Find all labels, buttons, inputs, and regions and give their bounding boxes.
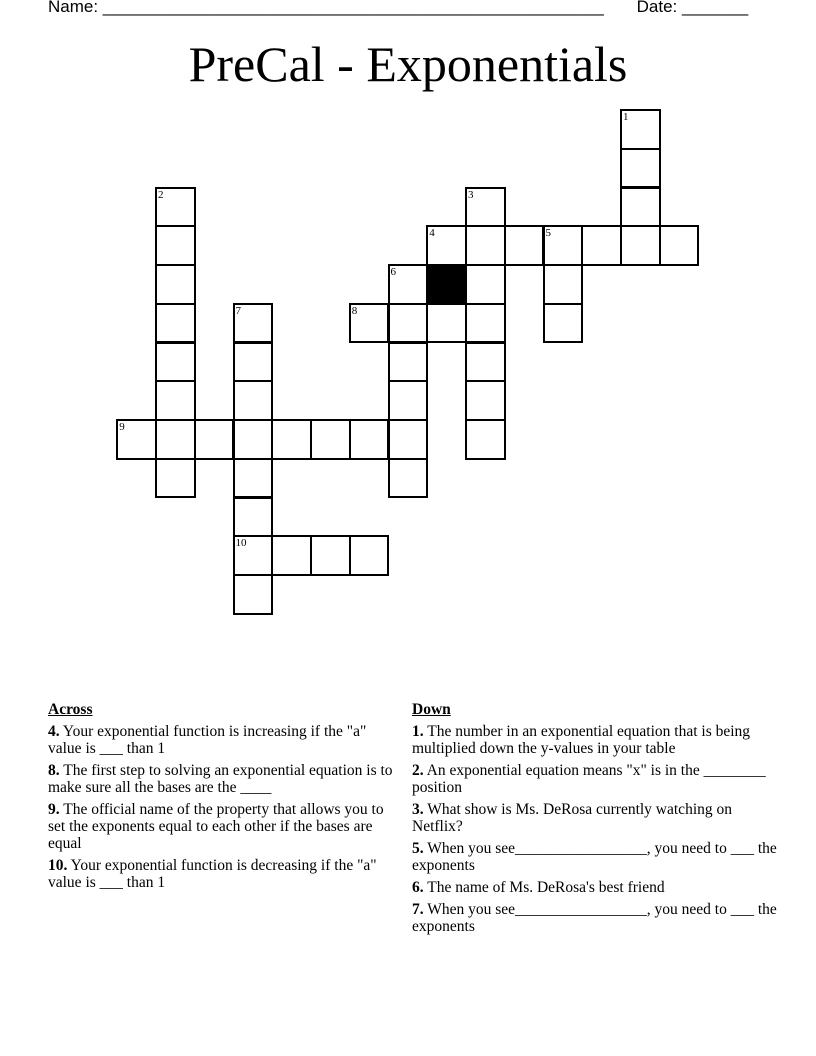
grid-cell[interactable]: [233, 535, 274, 576]
grid-cell[interactable]: [155, 458, 196, 499]
clue-number: 3.: [412, 801, 424, 818]
date-field[interactable]: Date: _______: [636, 0, 749, 16]
grid-cell[interactable]: [465, 303, 506, 344]
across-clue-8: [48, 762, 403, 796]
clue-text: The first step to solving an exponential equation is to make sure all the bases are the ____: [48, 762, 393, 796]
clue-number: 8.: [48, 762, 60, 779]
down-clue-2: [412, 762, 782, 796]
grid-cell[interactable]: [388, 419, 429, 460]
down-clue-5: [412, 840, 782, 874]
clue-number: 6.: [412, 879, 424, 896]
clue-number: 10.: [48, 857, 68, 874]
grid-cell[interactable]: [155, 303, 196, 344]
grid-cell[interactable]: [465, 380, 506, 421]
grid-cell[interactable]: [349, 303, 390, 344]
across-clue-10: [48, 857, 403, 891]
name-field[interactable]: Name: _____________________________________________________: [48, 0, 604, 16]
down-clue-7: [412, 901, 782, 935]
clue-number-label: 6: [390, 266, 396, 278]
grid-cell[interactable]: [233, 574, 274, 615]
clue-number: 7.: [412, 901, 424, 918]
clue-text: Your exponential function is decreasing if the "a" value is ___ than 1: [48, 857, 377, 891]
clue-number-label: 7: [235, 304, 241, 317]
down-clue-6: [412, 879, 782, 896]
grid-cell[interactable]: [465, 342, 506, 383]
clue-text: Your exponential function is increasing if the "a" value is ___ than 1: [48, 723, 367, 757]
grid-cell[interactable]: [388, 342, 429, 383]
clue-text: The name of Ms. DeRosa's best friend: [423, 879, 665, 896]
grid-cell[interactable]: [388, 303, 429, 344]
grid-cell[interactable]: [116, 419, 157, 460]
grid-cell[interactable]: [155, 225, 196, 266]
grid-cell[interactable]: [388, 458, 429, 499]
clue-text: When you see_________________, you need to ___ the exponents: [412, 840, 777, 874]
grid-cell[interactable]: [620, 148, 661, 189]
grid-cell[interactable]: [620, 187, 661, 228]
grid-cell[interactable]: [465, 187, 506, 228]
grid-cell[interactable]: [543, 303, 584, 344]
grid-cell[interactable]: [155, 419, 196, 460]
black-cell: [426, 264, 467, 305]
clue-number: 9.: [48, 801, 60, 818]
grid-cell[interactable]: [155, 264, 196, 305]
grid-cell[interactable]: [426, 225, 467, 266]
down-clue-3: [412, 801, 782, 835]
grid-cell[interactable]: [543, 264, 584, 305]
grid-cell[interactable]: [465, 419, 506, 460]
across-clue-9: [48, 801, 403, 852]
across-heading: Across: [48, 701, 93, 718]
grid-cell[interactable]: [620, 109, 661, 150]
grid-cell[interactable]: [620, 225, 661, 266]
clue-text: When you see_________________, you need to ___ the exponents: [412, 901, 777, 935]
clue-text: An exponential equation means "x" is in the ________ position: [412, 762, 766, 796]
grid-cell[interactable]: [465, 264, 506, 305]
grid-cell[interactable]: [271, 419, 312, 460]
clue-text: The number in an exponential equation that is being multiplied down the y-values in your table: [412, 723, 751, 757]
grid-cell[interactable]: [465, 225, 506, 266]
across-clue-4: [48, 723, 403, 757]
across-clues: [48, 701, 403, 896]
grid-cell[interactable]: [426, 303, 467, 344]
clue-number-label: 2: [158, 188, 164, 201]
clue-number-label: 10: [235, 537, 247, 550]
page-title: PreCal - Exponentials: [188, 36, 628, 92]
grid-cell[interactable]: [233, 342, 274, 383]
grid-cell[interactable]: [233, 458, 274, 499]
clue-number: 5.: [412, 840, 424, 857]
grid-cell[interactable]: [504, 225, 545, 266]
clue-number-label: 1: [623, 111, 629, 123]
clue-number-label: 8: [351, 304, 358, 317]
grid-cell[interactable]: [388, 380, 429, 421]
grid-cell[interactable]: [271, 535, 312, 576]
clue-number-label: 5: [545, 227, 551, 240]
down-heading: Down: [412, 701, 451, 718]
grid-cell[interactable]: [233, 303, 274, 344]
grid-cell[interactable]: [233, 419, 274, 460]
clue-number-label: 4: [429, 227, 435, 240]
grid-cell[interactable]: [233, 380, 274, 421]
grid-cell[interactable]: [310, 535, 351, 576]
down-clue-1: [412, 723, 782, 757]
grid-cell[interactable]: [543, 225, 584, 266]
clue-number: 1.: [412, 723, 424, 740]
grid-cell[interactable]: [310, 419, 351, 460]
grid-cell[interactable]: [349, 419, 390, 460]
grid-cell[interactable]: [233, 497, 274, 538]
grid-cell[interactable]: [349, 535, 390, 576]
grid-cell[interactable]: [659, 225, 700, 266]
clue-number: 4.: [48, 723, 60, 740]
clue-text: The official name of the property that allows you to set the exponents equal to each other if the bases are equal: [48, 801, 384, 852]
grid-cell[interactable]: [155, 187, 196, 228]
clue-number-label: 9: [119, 421, 125, 433]
clue-text: What show is Ms. DeRosa currently watching on Netflix?: [412, 801, 732, 835]
clue-number-label: 3: [468, 188, 474, 201]
grid-cell[interactable]: [581, 225, 622, 266]
grid-cell[interactable]: [155, 380, 196, 421]
down-clues: [412, 701, 782, 940]
grid-cell[interactable]: [194, 419, 235, 460]
clue-number: 2.: [412, 762, 424, 779]
grid-cell[interactable]: [388, 264, 429, 305]
grid-cell[interactable]: [155, 342, 196, 383]
